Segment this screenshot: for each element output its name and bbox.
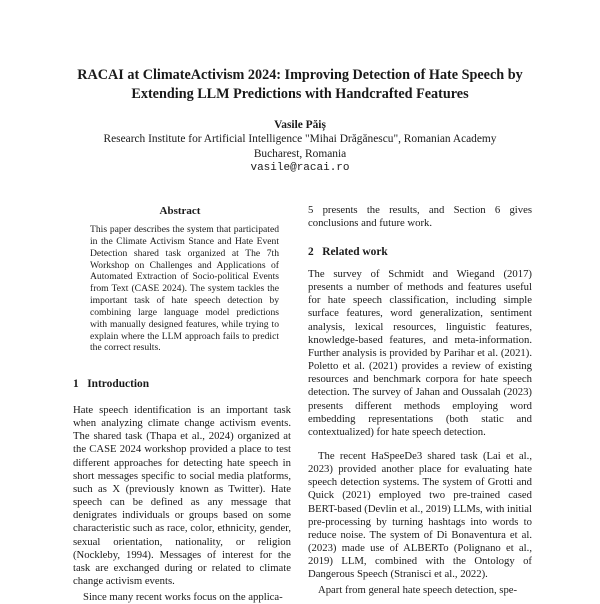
section-2-heading	[308, 246, 388, 258]
section-title: Introduction	[87, 378, 150, 390]
author-email[interactable]: vasile@racai.ro	[250, 162, 350, 174]
location: Bucharest, Romania	[253, 148, 347, 160]
intro-paragraph-2: Since many recent works focus on the applica-	[83, 591, 283, 603]
section-number: 1	[73, 378, 79, 390]
section-continuation: 5 presents the results, and Section 6 gives conclusions and future work.	[308, 204, 532, 230]
section-number: 2	[308, 246, 314, 258]
abstract-text: This paper describes the system that participated in the Climate Activism Stance and Hate Event Detection shared task organized at The 7th Workshop on Challenges and Applications of Automated Extraction of Socio-political Events from Text (CASE 2024). The system tackles the important task of hate speech detection by combining large language model predictions with manually designed features, while trying to explain where the LLM approach fails to predict the correct results.	[90, 224, 279, 354]
related-work-paragraph-1: The survey of Schmidt and Wiegand (2017) presents a number of methods and features useful for hate speech classification, including simple surface features, word generalization, sentiment analysis, lexical resources, linguistic features, knowledge-based features, and meta-information. Further analysis is provided by Parihar et al. (2021). Poletto et al. (2021) provides a review of existing resources and benchmark corpora for hate speech detection. The survey of Jahan and Oussalah (2023) presents different methods employing word embedding representations (both static and contextualized) for hate speech detection.	[308, 268, 532, 438]
author-name: Vasile Păiș	[274, 119, 326, 131]
related-work-paragraph-3: Apart from general hate speech detection, spe-	[318, 584, 518, 596]
related-work-paragraph-2: The recent HaSpeeDe3 shared task (Lai et al., 2023) provided another place for evaluating hate speech detection systems. The system of Grotti and Quick (2021) employed two pre-trained cased BERT-based (Devlin et al., 2019) LLMs, with initial pre-processing by turning hashtags into words to reduce noise. The system of Di Bonaventura et al. (2023) made use of ALBERTo (Polignano et al., 2019) LLM, combined with the Ontology of Dangerous Speech (Stranisci et al., 2022).	[308, 450, 532, 581]
paper-title-line-2: Extending LLM Predictions with Handcrafted Features	[131, 86, 469, 102]
abstract-heading: Abstract	[159, 205, 201, 217]
section-1-heading	[73, 378, 149, 390]
section-title: Related work	[322, 246, 388, 258]
paper-title-line-1: RACAI at ClimateActivism 2024: Improving Detection of Hate Speech by	[77, 67, 523, 83]
affiliation: Research Institute for Artificial Intelligence "Mihai Drăgănescu", Romanian Academy	[103, 133, 497, 145]
intro-paragraph-1: Hate speech identification is an important task when analyzing climate change activism events. The shared task (Thapa et al., 2024) organized at the CASE 2024 workshop provided a place to test different approaches for detecting hate speech in short messages specific to social media platforms, such as X (previously known as Twitter). Hate speech can be defined as any message that denigrates individuals or groups based on some characteristic such as race, color, ethnicity, gender, sexual orientation, nationality, or religion (Nockleby, 1994). Messages of interest for the task are exchanged during or related to climate change activism events.	[73, 404, 291, 588]
